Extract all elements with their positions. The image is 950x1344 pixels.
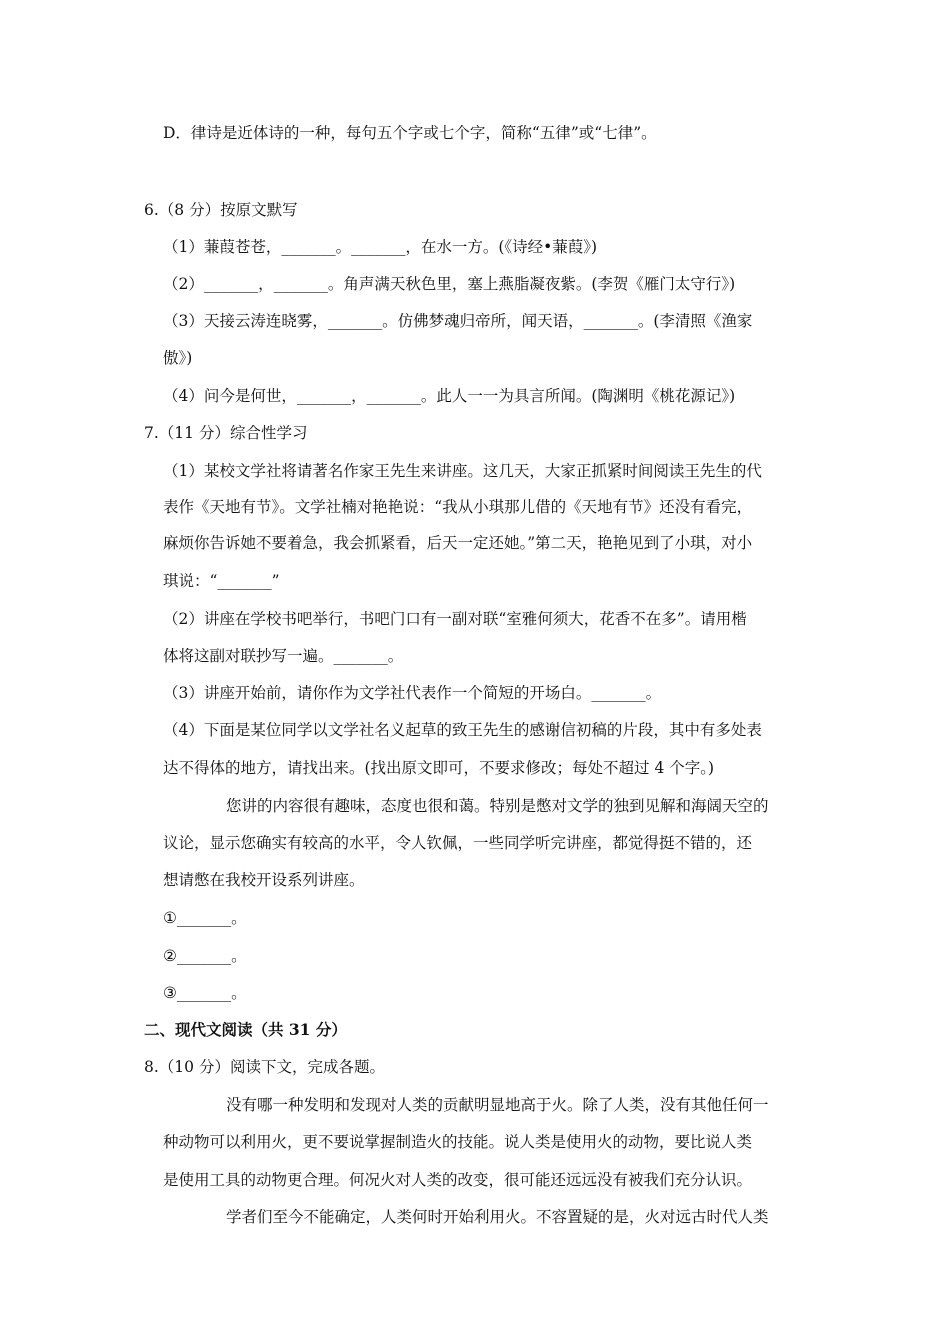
q6-item: 傲》) [163, 349, 193, 367]
q8-header: 8.（10 分）阅读下文，完成各题。 [144, 1058, 385, 1076]
q8-paragraph-line: 是使用工具的动物更合理。何况火对人类的改变，很可能还远远没有被我们充分认识。 [163, 1171, 753, 1189]
q7-letter-line: 您讲的内容很有趣味，态度也很和蔼。特别是憋对文学的独到见解和海阔天空的 [226, 797, 769, 815]
q7-line: 表作《天地有节》。文学社楠对艳艳说：“我从小琪那儿借的《天地有节》还没有看完， [163, 498, 753, 516]
q7-header: 7.（11 分）综合性学习 [144, 424, 308, 442]
q8-paragraph-line: 种动物可以利用火，更不要说掌握制造火的技能。说人类是使用火的动物，要比说人类 [163, 1133, 753, 1151]
q7-line: 麻烦你告诉她不要着急，我会抓紧看，后天一定还她。”第二天，艳艳见到了小琪，对小 [163, 534, 753, 552]
q6-item: （1）蒹葭苍苍，_______。_______，在水一方。(《诗经•蒹葭》) [163, 238, 598, 256]
q7-letter-line: 想请憋在我校开设系列讲座。 [163, 871, 365, 889]
q6-item: （4）问今是何世，_______，_______。此人一一为具言所闻。(陶渊明《桃花源记》) [163, 387, 736, 405]
q5-option-d: D．律诗是近体诗的一种，每句五个字或七个字，简称“五律”或“七律”。 [163, 124, 657, 142]
q7-line: （2）讲座在学校书吧举行，书吧门口有一副对联“室雅何须大，花香不在多”。请用楷 [163, 610, 747, 628]
q7-line: 琪说：“_______” [163, 572, 280, 590]
q6-item: （3）天接云涛连晓雾，_______。仿佛梦魂归帝所，闻天语，_______。(李清照《渔家 [163, 312, 753, 330]
q6-item: （2）_______，_______。角声满天秋色里，塞上燕脂凝夜紫。(李贺《雁门太守行》) [163, 275, 736, 293]
q7-line: 体将这副对联抄写一遍。_______。 [163, 647, 404, 665]
q7-line: 达不得体的地方，请找出来。(找出原文即可，不要求修改；每处不超过 4 个字。) [163, 759, 715, 777]
q7-line: （3）讲座开始前，请你作为文学社代表作一个简短的开场白。_______。 [163, 684, 662, 702]
section-2-title: 二、现代文阅读（共 31 分） [144, 1020, 347, 1039]
q7-line: （1）某校文学社将请著名作家王先生来讲座。这几天，大家正抓紧时间阅读王先生的代 [163, 462, 762, 480]
q7-answer: ③_______。 [163, 984, 247, 1002]
q8-paragraph-line: 学者们至今不能确定，人类何时开始利用火。不容置疑的是，火对远古时代人类 [226, 1208, 769, 1226]
q8-paragraph-line: 没有哪一种发明和发现对人类的贡献明显地高于火。除了人类，没有其他任何一 [226, 1096, 769, 1114]
q7-letter-line: 议论，显示您确实有较高的水平，令人钦佩，一些同学听完讲座，都觉得挺不错的，还 [163, 834, 753, 852]
q7-line: （4）下面是某位同学以文学社名义起草的致王先生的感谢信初稿的片段，其中有多处表 [163, 721, 762, 739]
q6-header: 6.（8 分）按原文默写 [144, 201, 298, 219]
q7-answer: ①_______。 [163, 909, 247, 927]
q7-answer: ②_______。 [163, 947, 247, 965]
